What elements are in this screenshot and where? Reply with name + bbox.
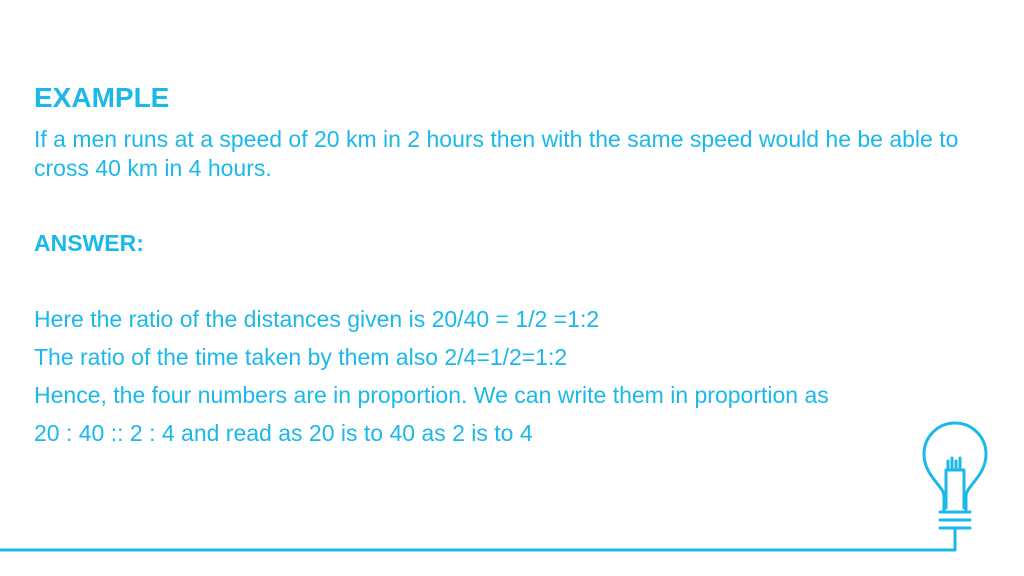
answer-heading: ANSWER: (34, 230, 144, 256)
example-heading: EXAMPLE (34, 82, 170, 113)
answer-line: The ratio of the time taken by them also 2/4=1/2=1:2 (34, 344, 568, 370)
answer-lines (34, 305, 974, 457)
answer-line: Hence, the four numbers are in proportion. We can write them in proportion as (34, 382, 829, 408)
answer-line: 20 : 40 :: 2 : 4 and read as 20 is to 40 as 2 is to 4 (34, 420, 533, 446)
answer-line: Here the ratio of the distances given is 20/40 = 1/2 =1:2 (34, 306, 600, 332)
example-question: If a men runs at a speed of 20 km in 2 hours then with the same speed would he be able to cross 40 km in 4 hours. (34, 126, 959, 181)
